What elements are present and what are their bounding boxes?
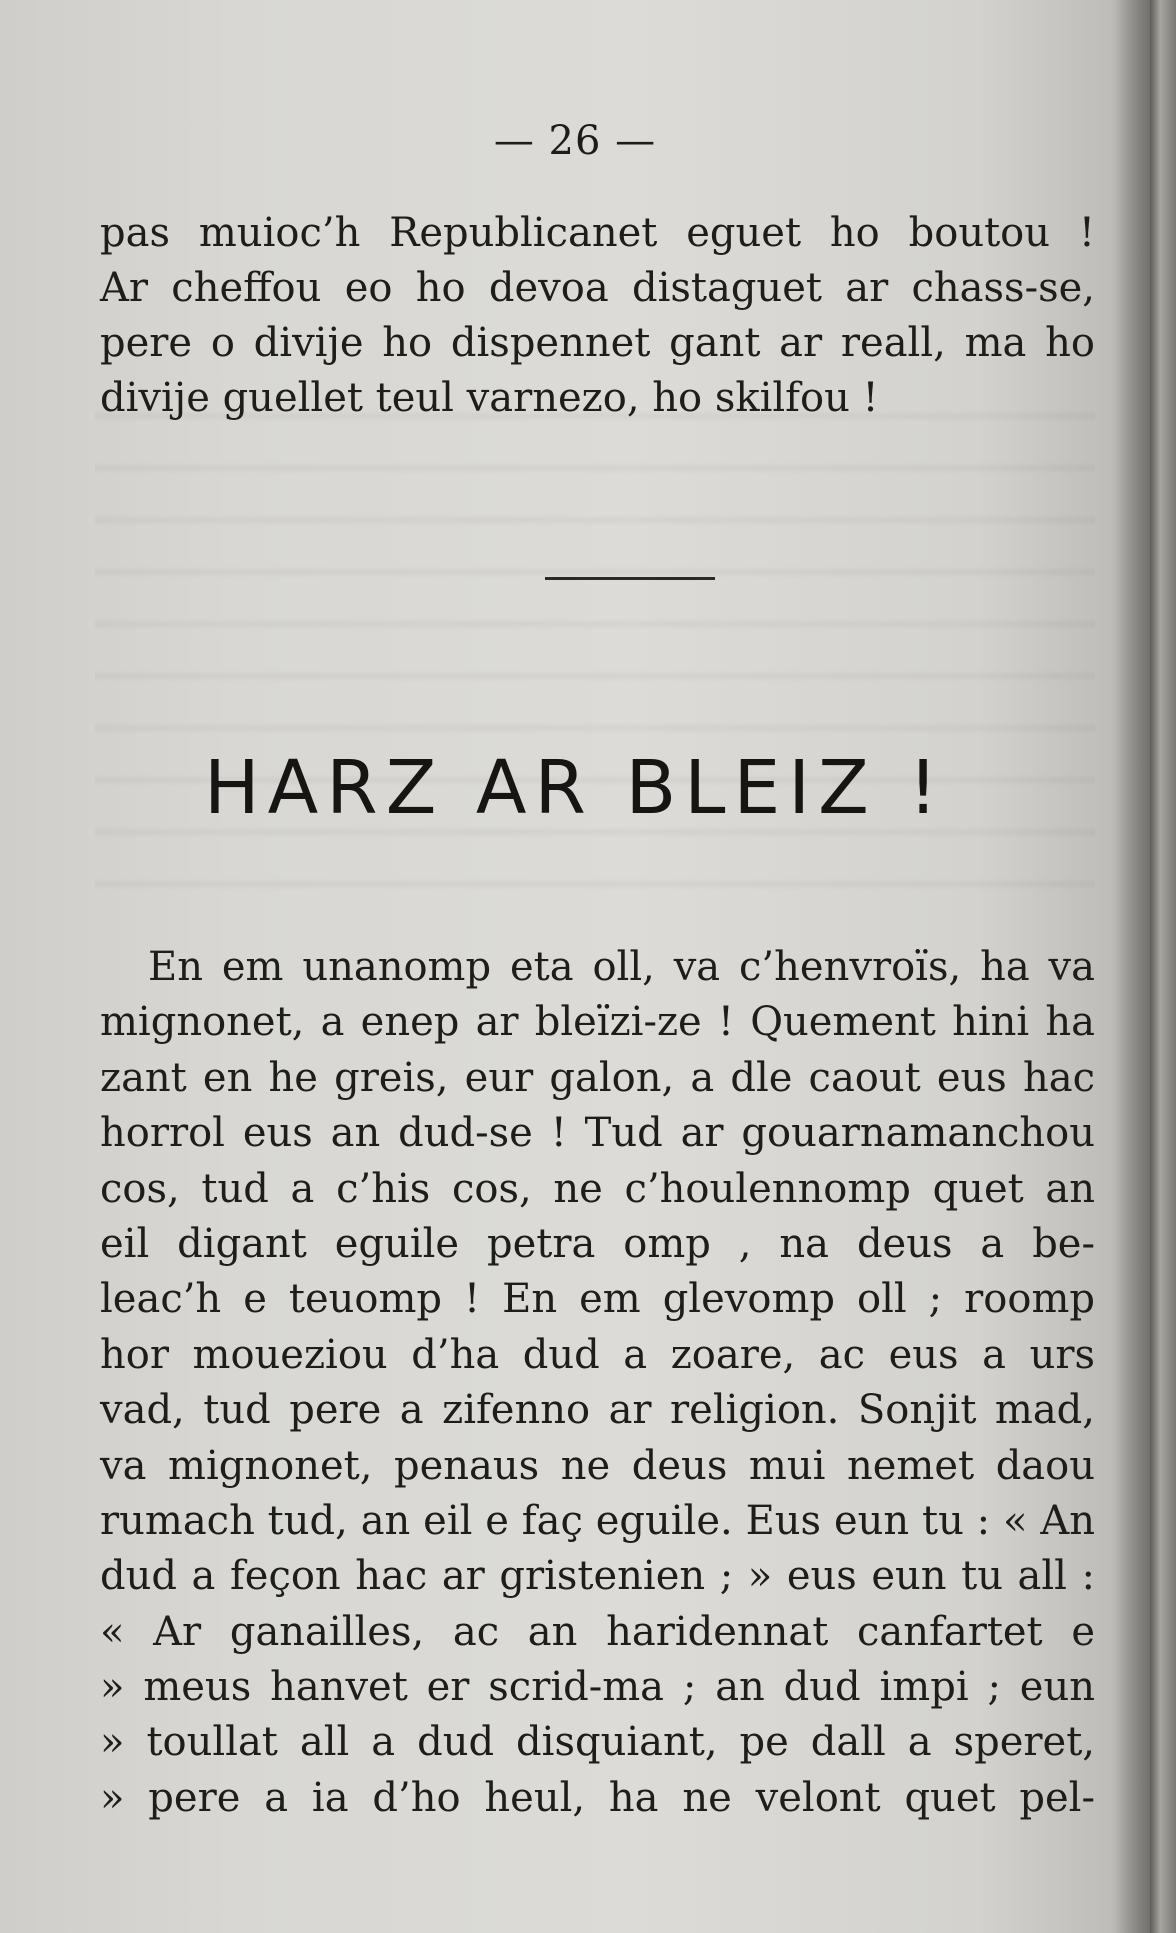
text-line: En em unanomp eta oll, va c’henvroïs, ha va: [148, 944, 1095, 990]
body-paragraph: [100, 940, 1095, 1826]
page-edge: [1150, 0, 1176, 1933]
text-line: leac’h e teuomp ! En em glevomp oll ; roomp: [100, 1276, 1095, 1323]
text-line: divije guellet teul varnezo, ho skilfou !: [100, 375, 879, 421]
text-line: « Ar ganailles, ac an haridennat canfartet e: [100, 1608, 1095, 1655]
text-line: cos, tud a c’his cos, ne c’houlennomp quet an: [100, 1165, 1095, 1212]
section-divider: [545, 577, 715, 580]
text-line: Ar cheffou eo ho devoa distaguet ar chass-se,: [100, 265, 1095, 311]
text-line: mignonet, a enep ar bleïzi-ze ! Quement hini ha: [100, 999, 1095, 1046]
text-line: va mignonet, penaus ne deus mui nemet daou: [100, 1442, 1095, 1489]
text-line: eil digant eguile petra omp , na deus a be-: [100, 1220, 1095, 1267]
text-line: dud a feçon hac ar gristenien ; » eus eun tu all :: [100, 1553, 1095, 1600]
text-line: pas muioc’h Republicanet eguet ho boutou !: [100, 210, 1095, 256]
text-line: hor moueziou d’ha dud a zoare, ac eus a urs: [100, 1331, 1095, 1378]
text-line: horrol eus an dud-se ! Tud ar gouarnamanchou: [100, 1110, 1095, 1157]
text-line: pere o divije ho dispennet gant ar reall, ma ho: [100, 320, 1095, 366]
text-line: » toullat all a dud disquiant, pe dall a speret,: [100, 1719, 1095, 1766]
text-line: » pere a ia d’ho heul, ha ne velont quet pel-: [100, 1774, 1095, 1821]
page-shadow: [1110, 0, 1150, 1933]
text-line: zant en he greis, eur galon, a dle caout eus hac: [100, 1054, 1095, 1101]
text-line: vad, tud pere a zifenno ar religion. Sonjit mad,: [100, 1387, 1095, 1434]
text-line: » meus hanvet er scrid-ma ; an dud impi ; eun: [100, 1664, 1095, 1711]
section-title: HARZ AR BLEIZ !: [204, 745, 946, 831]
show-through-text: [95, 370, 1095, 930]
text-line: rumach tud, an eil e faç eguile. Eus eun tu : « An: [100, 1497, 1095, 1544]
continuation-paragraph: [100, 206, 1095, 426]
page-number: — 26 —: [493, 118, 657, 164]
